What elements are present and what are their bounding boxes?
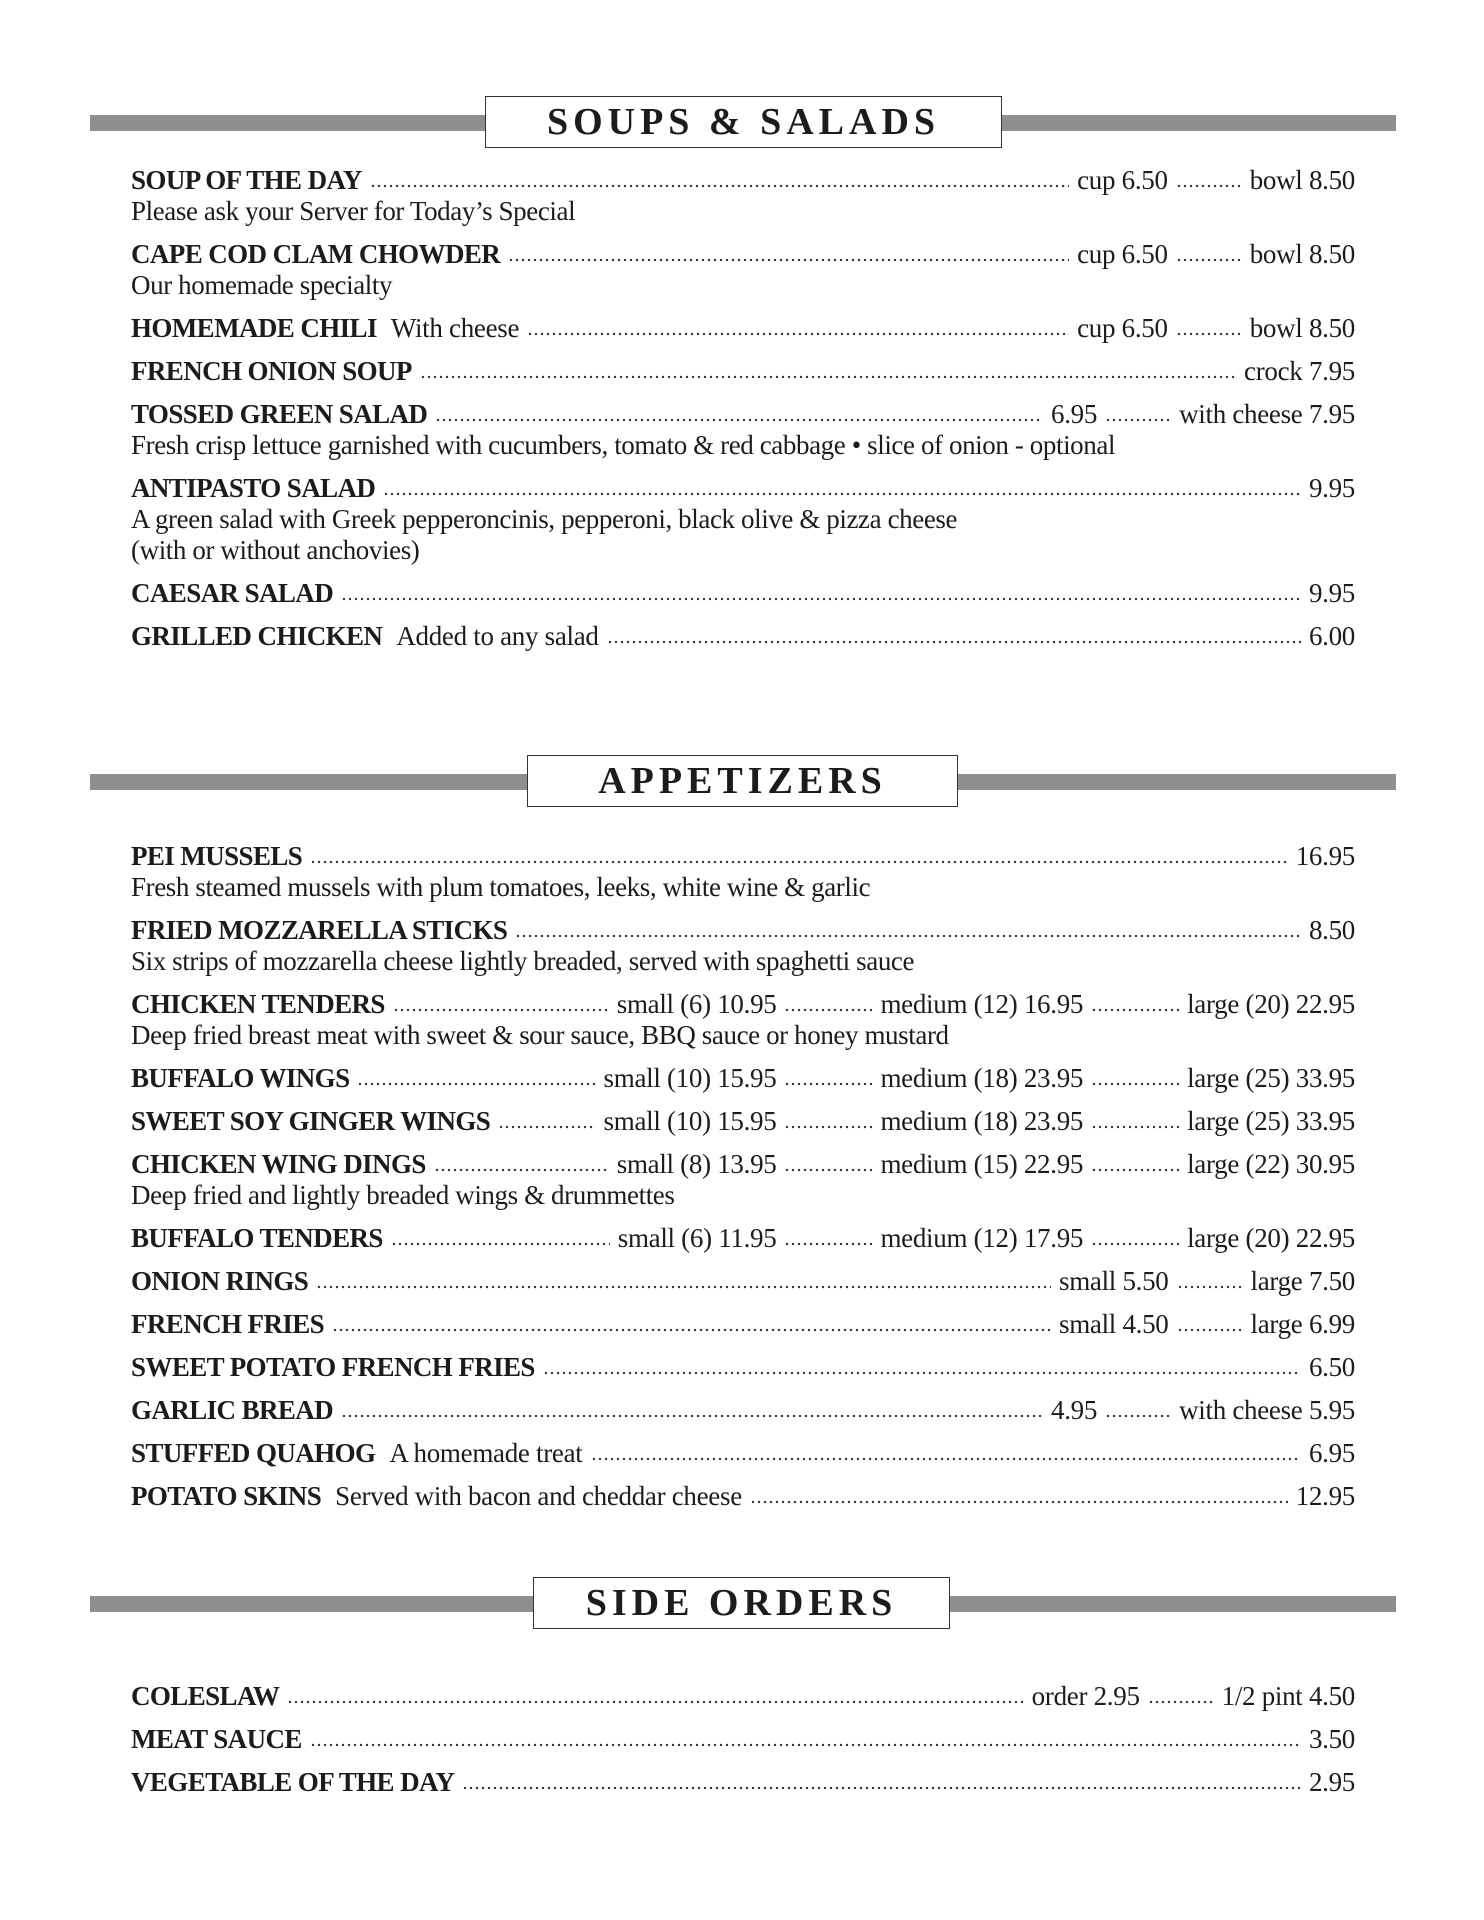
header-rule-right [950,1596,1396,1612]
item-price: 6.95 [1308,1438,1355,1468]
item-price: small 5.50 [1059,1266,1169,1296]
menu-item [131,1100,1355,1143]
header-rule-right [956,774,1396,790]
item-price: cup 6.50 [1077,165,1168,195]
menu-item [131,1346,1355,1389]
item-price: large 6.99 [1250,1309,1355,1339]
dot-leader [1177,1327,1243,1333]
dot-leader [498,1124,595,1130]
section-header [0,1577,1484,1631]
item-note: With cheese [390,313,520,343]
item-price: large (22) 30.95 [1187,1149,1355,1179]
dot-leader [341,596,1301,602]
menu-item [131,1761,1355,1804]
item-note: Served with bacon and cheddar cheese [335,1481,742,1511]
item-name: TOSSED GREEN SALAD [131,399,428,429]
menu-item [131,1057,1355,1100]
dot-leader [515,933,1301,939]
item-price: 6.00 [1308,621,1355,651]
menu-item [131,1389,1355,1432]
item-price: 6.50 [1308,1352,1355,1382]
item-price: small (6) 11.95 [617,1223,777,1253]
item-name: BUFFALO WINGS [131,1063,350,1093]
section-title: SOUPS & SALADS [485,96,1002,148]
item-description: Our homemade specialty [131,270,393,300]
item-name: CHICKEN WING DINGS [131,1149,426,1179]
section-side-orders [0,1577,1484,1797]
section-header [0,755,1484,809]
dot-leader [591,1456,1301,1462]
item-price: 8.50 [1308,915,1355,945]
item-price: cup 6.50 [1077,313,1168,343]
dot-leader [383,491,1301,497]
item-name: FRENCH FRIES [131,1309,325,1339]
dot-leader [784,1081,872,1087]
menu-items [131,835,1355,1518]
item-price: small (6) 10.95 [616,989,777,1019]
menu-items [131,1675,1355,1804]
item-name: STUFFED QUAHOG [131,1438,376,1468]
item-price: large (25) 33.95 [1187,1106,1355,1136]
dot-leader [784,1167,872,1173]
item-name: CHICKEN TENDERS [131,989,385,1019]
section-soups-salads [0,96,1484,651]
item-name: GRILLED CHICKEN [131,621,383,651]
dot-leader [508,257,1069,263]
item-price: large 7.50 [1250,1266,1355,1296]
dot-leader [1091,1241,1179,1247]
dot-leader [462,1785,1301,1791]
menu-item [131,572,1355,615]
item-name: VEGETABLE OF THE DAY [131,1767,455,1797]
item-name: SWEET SOY GINGER WINGS [131,1106,491,1136]
dot-leader [1091,1167,1179,1173]
item-name: GARLIC BREAD [131,1395,334,1425]
item-price: medium (12) 16.95 [880,989,1084,1019]
dot-leader [435,417,1043,423]
dot-leader [527,331,1069,337]
item-price: 2.95 [1308,1767,1355,1797]
item-price: medium (15) 22.95 [880,1149,1084,1179]
menu-item [131,615,1355,658]
header-rule-left [90,1596,535,1612]
dot-leader [310,859,1288,865]
dot-leader [784,1241,872,1247]
menu-item [131,1260,1355,1303]
item-price: 9.95 [1308,473,1355,503]
item-price: small 4.50 [1059,1309,1169,1339]
dot-leader [357,1081,595,1087]
section-title: SIDE ORDERS [533,1577,950,1629]
menu-item [131,307,1355,350]
section-appetizers [0,755,1484,1511]
header-rule-left [90,774,530,790]
item-price: crock 7.95 [1244,356,1355,386]
item-price: small (10) 15.95 [603,1106,777,1136]
item-name: CAESAR SALAD [131,578,334,608]
item-price: with cheese 5.95 [1179,1395,1355,1425]
item-price: medium (18) 23.95 [880,1063,1084,1093]
dot-leader [393,1007,609,1013]
item-name: FRENCH ONION SOUP [131,356,412,386]
item-name: ANTIPASTO SALAD [131,473,376,503]
dot-leader [607,639,1301,645]
dot-leader [1176,331,1242,337]
item-name: SWEET POTATO FRENCH FRIES [131,1352,535,1382]
item-price: bowl 8.50 [1249,239,1355,269]
item-name: BUFFALO TENDERS [131,1223,383,1253]
item-price: medium (18) 23.95 [880,1106,1084,1136]
item-name: MEAT SAUCE [131,1724,302,1754]
dot-leader [420,374,1236,380]
item-name: FRIED MOZZARELLA STICKS [131,915,508,945]
header-rule-left [90,115,490,131]
dot-leader [1176,183,1242,189]
item-note: Added to any salad [396,621,599,651]
item-name: POTATO SKINS [131,1481,322,1511]
item-price: 1/2 pint 4.50 [1221,1681,1355,1711]
dot-leader [543,1370,1301,1376]
item-description: Fresh steamed mussels with plum tomatoes, leeks, white wine & garlic [131,872,871,902]
dot-leader [1176,257,1242,263]
dot-leader [784,1007,872,1013]
menu-item [131,350,1355,393]
dot-leader [1148,1699,1214,1705]
header-rule-right [1000,115,1396,131]
item-price: large (25) 33.95 [1187,1063,1355,1093]
dot-leader [316,1284,1051,1290]
section-title: APPETIZERS [527,755,958,807]
item-price: large (20) 22.95 [1187,989,1355,1019]
dot-leader [784,1124,872,1130]
dot-leader [341,1413,1043,1419]
menu-item [131,1675,1355,1718]
item-name: SOUP OF THE DAY [131,165,362,195]
dot-leader [310,1742,1301,1748]
item-description: Deep fried and lightly breaded wings & drummettes [131,1180,675,1210]
item-description: Please ask your Server for Today’s Special [131,196,576,226]
dot-leader [1091,1081,1179,1087]
item-name: PEI MUSSELS [131,841,303,871]
menu-items [131,159,1355,658]
item-price: 6.95 [1051,399,1098,429]
item-name: HOMEMADE CHILI [131,313,377,343]
item-price: small (10) 15.95 [603,1063,777,1093]
item-price: 12.95 [1295,1481,1355,1511]
item-name: ONION RINGS [131,1266,309,1296]
item-price: 4.95 [1051,1395,1098,1425]
section-header [0,96,1484,150]
item-name: CAPE COD CLAM CHOWDER [131,239,501,269]
dot-leader [370,183,1069,189]
item-price: bowl 8.50 [1249,313,1355,343]
dot-leader [391,1241,610,1247]
menu-item [131,1475,1355,1518]
item-price: 16.95 [1295,841,1355,871]
dot-leader [1177,1284,1243,1290]
item-price: small (8) 13.95 [616,1149,777,1179]
dot-leader [287,1699,1023,1705]
dot-leader [1091,1124,1179,1130]
menu-item [131,1217,1355,1260]
item-price: 3.50 [1308,1724,1355,1754]
item-description: Six strips of mozzarella cheese lightly breaded, served with spaghetti sauce [131,946,915,976]
item-name: COLESLAW [131,1681,280,1711]
item-description: Fresh crisp lettuce garnished with cucumbers, tomato & red cabbage • slice of onion - optional [131,430,1116,460]
item-description: (with or without anchovies) [131,535,420,565]
item-description: Deep fried breast meat with sweet & sour sauce, BBQ sauce or honey mustard [131,1020,949,1050]
item-price: cup 6.50 [1077,239,1168,269]
dot-leader [1105,417,1171,423]
item-price: with cheese 7.95 [1179,399,1355,429]
item-description: A green salad with Greek pepperoncinis, pepperoni, black olive & pizza cheese [131,504,958,534]
item-price: bowl 8.50 [1249,165,1355,195]
item-price: 9.95 [1308,578,1355,608]
dot-leader [434,1167,609,1173]
item-note: A homemade treat [389,1438,583,1468]
menu-item [131,1432,1355,1475]
item-price: medium (12) 17.95 [880,1223,1084,1253]
item-price: order 2.95 [1031,1681,1140,1711]
dot-leader [750,1499,1288,1505]
dot-leader [332,1327,1051,1333]
menu-item [131,1718,1355,1761]
dot-leader [1105,1413,1171,1419]
menu-item [131,1303,1355,1346]
dot-leader [1091,1007,1179,1013]
item-price: large (20) 22.95 [1187,1223,1355,1253]
